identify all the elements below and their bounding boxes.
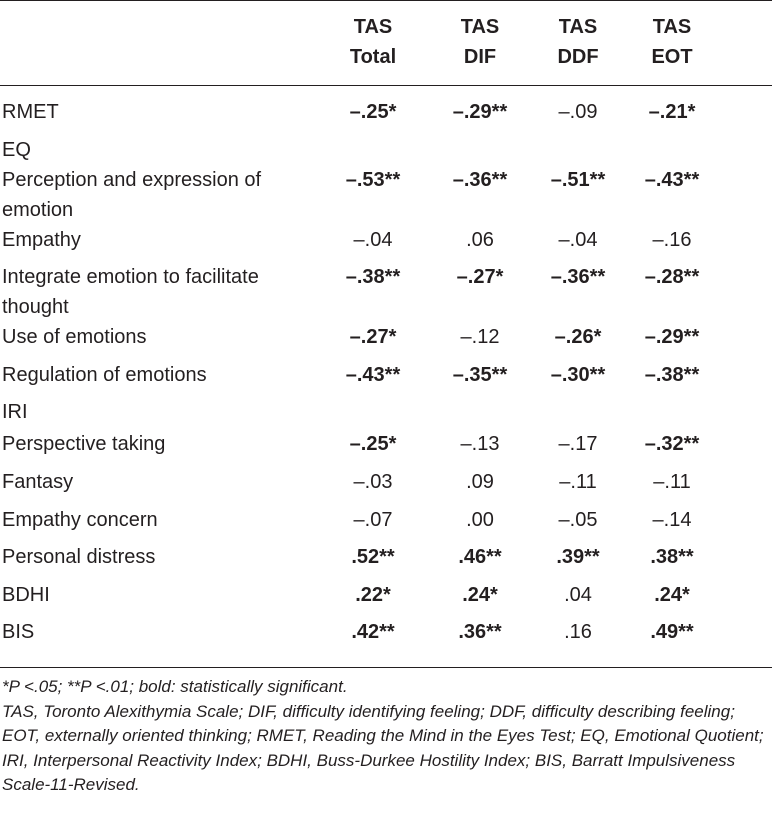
value-cell: –.51** bbox=[550, 169, 606, 191]
column-header bbox=[430, 12, 530, 72]
value-cell: –.35** bbox=[452, 364, 508, 386]
value-cell: .22* bbox=[355, 584, 391, 606]
row-label bbox=[2, 542, 302, 572]
value-cell: –.26* bbox=[554, 326, 602, 348]
row-label bbox=[2, 580, 302, 610]
value-cell: –.30** bbox=[550, 364, 606, 386]
value-cell: –.04 bbox=[558, 229, 598, 251]
value-cell: –.32** bbox=[644, 433, 700, 455]
value-cell: –.11 bbox=[559, 471, 597, 493]
row-label-line: Fantasy bbox=[2, 471, 74, 493]
bottom-rule bbox=[0, 667, 772, 668]
value-cell: –.25* bbox=[349, 101, 397, 123]
row-label-line: Perception and expression of bbox=[2, 169, 262, 191]
value-cell: –.29** bbox=[452, 101, 508, 123]
value-cell: –.07 bbox=[353, 509, 393, 531]
value-cell: –.17 bbox=[558, 433, 598, 455]
row-label-line: BIS bbox=[2, 621, 35, 643]
value-cell: –.21* bbox=[648, 101, 696, 123]
value-cell: –.43** bbox=[345, 364, 401, 386]
table-footnotes bbox=[2, 675, 772, 798]
column-header-line1: TAS bbox=[460, 16, 500, 38]
value-cell: –.04 bbox=[353, 229, 393, 251]
value-cell: .24* bbox=[462, 584, 498, 606]
row-label-line: Integrate emotion to facilitate bbox=[2, 266, 259, 288]
value-cell: .52** bbox=[351, 546, 395, 568]
header-rule bbox=[0, 85, 772, 86]
value-cell: –.38** bbox=[345, 266, 401, 288]
row-label bbox=[2, 429, 302, 459]
row-label-line: emotion bbox=[2, 199, 74, 221]
row-label bbox=[2, 505, 302, 535]
column-header-line2: DDF bbox=[557, 46, 599, 68]
row-label bbox=[2, 467, 302, 497]
column-header-line1: TAS bbox=[558, 16, 598, 38]
column-header bbox=[622, 12, 722, 72]
column-header bbox=[323, 12, 423, 72]
top-rule bbox=[0, 0, 772, 1]
row-label bbox=[2, 617, 302, 647]
column-header-line1: TAS bbox=[652, 16, 692, 38]
value-cell: –.28** bbox=[644, 266, 700, 288]
value-cell: .00 bbox=[466, 509, 494, 531]
row-label-line: BDHI bbox=[2, 584, 50, 606]
row-label bbox=[2, 360, 302, 390]
row-label bbox=[2, 135, 302, 165]
row-label-line: Regulation of emotions bbox=[2, 364, 207, 386]
row-label-line: EQ bbox=[2, 139, 31, 161]
value-cell: –.29** bbox=[644, 326, 700, 348]
row-label-line: thought bbox=[2, 296, 69, 318]
value-cell: –.05 bbox=[558, 509, 598, 531]
column-header-line1: TAS bbox=[353, 16, 393, 38]
value-cell: .39** bbox=[556, 546, 600, 568]
row-label bbox=[2, 322, 302, 352]
row-label bbox=[2, 397, 302, 427]
row-label bbox=[2, 97, 302, 127]
row-label-line: IRI bbox=[2, 401, 28, 423]
value-cell: .16 bbox=[564, 621, 592, 643]
value-cell: .49** bbox=[650, 621, 694, 643]
column-header-line2: Total bbox=[349, 46, 397, 68]
column-header-line2: EOT bbox=[651, 46, 693, 68]
row-label bbox=[2, 225, 302, 255]
value-cell: .24* bbox=[654, 584, 690, 606]
value-cell: –.43** bbox=[644, 169, 700, 191]
value-cell: –.16 bbox=[652, 229, 692, 251]
value-cell: –.03 bbox=[353, 471, 393, 493]
column-header-line2: DIF bbox=[463, 46, 497, 68]
value-cell: –.53** bbox=[345, 169, 401, 191]
value-cell: –.27* bbox=[456, 266, 504, 288]
value-cell: –.36** bbox=[452, 169, 508, 191]
value-cell: .06 bbox=[466, 229, 494, 251]
value-cell: –.13 bbox=[460, 433, 500, 455]
value-cell: –.14 bbox=[652, 509, 692, 531]
value-cell: –.38** bbox=[644, 364, 700, 386]
row-label-line: Use of emotions bbox=[2, 326, 147, 348]
column-header bbox=[528, 12, 628, 72]
value-cell: .09 bbox=[466, 471, 494, 493]
value-cell: –.36** bbox=[550, 266, 606, 288]
row-label-line: RMET bbox=[2, 101, 59, 123]
value-cell: .46** bbox=[458, 546, 502, 568]
value-cell: –.12 bbox=[460, 326, 500, 348]
row-label-line: Perspective taking bbox=[2, 433, 166, 455]
row-label-line: Empathy bbox=[2, 229, 81, 251]
row-label-line: Empathy concern bbox=[2, 509, 158, 531]
value-cell: –.11 bbox=[653, 471, 691, 493]
row-label bbox=[2, 262, 302, 322]
row-label-line: Personal distress bbox=[2, 546, 156, 568]
value-cell: –.25* bbox=[349, 433, 397, 455]
value-cell: –.27* bbox=[349, 326, 397, 348]
value-cell: .42** bbox=[351, 621, 395, 643]
significance-note: *P <.05; **P <.01; bold: statistically significant. bbox=[2, 677, 348, 696]
row-label bbox=[2, 165, 302, 225]
abbreviations-note: TAS, Toronto Alexithymia Scale; DIF, difficulty identifying feeling; DDF, difficulty describing feeling; EOT, externally oriented thinking; RMET, Reading the Mind in the Eyes Test; EQ, Emotional Quotient; IRI, Interpersonal Reactivity Index; BDHI, Buss-Durkee Hostility Index; BIS, Barratt Impulsiveness Scale-11-Revised. bbox=[2, 701, 764, 794]
value-cell: .38** bbox=[650, 546, 694, 568]
value-cell: .04 bbox=[564, 584, 592, 606]
value-cell: .36** bbox=[458, 621, 502, 643]
value-cell: –.09 bbox=[558, 101, 598, 123]
